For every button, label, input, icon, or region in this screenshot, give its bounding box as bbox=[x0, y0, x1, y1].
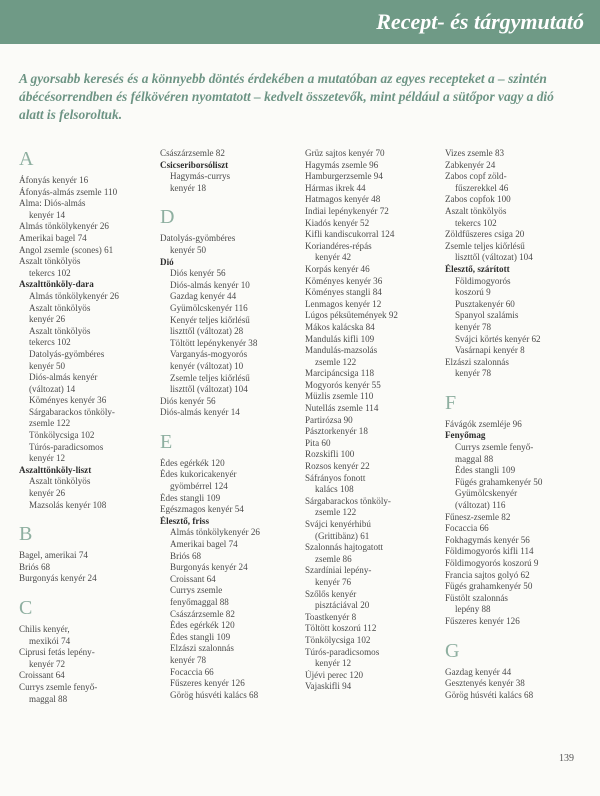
index-entry: Császárzsemle 82 bbox=[160, 148, 225, 158]
index-entry: Fügés grahamkenyér 50 bbox=[445, 581, 533, 592]
index-entry: Zsemle teljes kiőrlésű bbox=[445, 240, 525, 251]
index-entry: Mákos kalácska 84 bbox=[305, 321, 375, 332]
index-entry: Angol zsemle (scones) 61 bbox=[19, 244, 114, 255]
index-entry: Füstölt szalonnás bbox=[445, 592, 508, 603]
index-entry: Briós 68 bbox=[19, 561, 51, 572]
index-entry-continuation: pisztáciával 20 bbox=[315, 600, 370, 611]
index-ingredient-heading: Aszalttönköly-dara bbox=[19, 279, 94, 290]
index-entry: Kiadós kenyér 52 bbox=[305, 217, 370, 228]
index-sub-entry: kenyér 78 bbox=[170, 654, 207, 665]
index-sub-entry: Édes egérkék 120 bbox=[170, 620, 235, 631]
index-entry: Földimogyorós koszorú 9 bbox=[445, 558, 539, 568]
index-entry: Szalonnás hajtogatott bbox=[305, 542, 384, 553]
index-entry: Mogyorós kenyér 55 bbox=[305, 379, 381, 390]
index-sub-entry: kenyér 26 bbox=[29, 488, 66, 499]
index-ingredient-heading: Dió bbox=[160, 256, 174, 267]
index-entry: Currys zsemle fenyő- bbox=[19, 681, 98, 692]
index-entry: Aszalt tönkölyös bbox=[445, 205, 507, 216]
index-entry-continuation: kenyér 78 bbox=[455, 368, 492, 379]
index-entry: Nutellás zsemle 114 bbox=[305, 403, 379, 414]
index-sub-entry: Édes stangli 109 bbox=[170, 631, 231, 642]
index-sub-entry: Kenyér teljes kiőrlésű bbox=[170, 314, 250, 325]
index-letter-heading: G bbox=[445, 639, 460, 662]
index-column-2 bbox=[160, 148, 302, 701]
index-sub-entry: (változat) 14 bbox=[29, 383, 76, 394]
index-sub-entry: liszttől (változat) 104 bbox=[170, 384, 248, 395]
index-sub-entry: Almás tönkölykenyér 26 bbox=[170, 527, 260, 538]
index-sub-entry: Almás tönkölykenyér 26 bbox=[29, 290, 119, 301]
index-entry-continuation: kenyér 50 bbox=[170, 244, 207, 255]
index-entry: Fűnesz-zsemle 82 bbox=[445, 511, 511, 522]
index-entry: Földimogyorós kifli 114 bbox=[445, 546, 534, 557]
index-entry: Egészmagos kenyér 54 bbox=[160, 504, 244, 515]
index-entry: Édes egérkék 120 bbox=[160, 457, 225, 468]
index-entry: Túrós-paradicsomos bbox=[305, 646, 380, 657]
index-entry: Bagel, amerikai 74 bbox=[19, 550, 88, 561]
index-entry: Diós-almás kenyér 14 bbox=[160, 407, 240, 418]
index-sub-entry: Tönkölycsiga 102 bbox=[29, 430, 95, 441]
index-entry: Szőlős kenyér bbox=[305, 588, 357, 599]
index-entry: Ciprusi fetás lepény- bbox=[19, 647, 95, 658]
index-sub-entry: Spanyol szalámis bbox=[455, 310, 519, 321]
intro-text: A gyorsabb keresés és a könnyebb döntés érdekében a mutatóban az egyes recepteket a – szintén ábécésorrendben és félkövéren nyomtatott – kedvelt összetevők, mint például a sütőpor vagy a dió alatt is felsoroltuk. bbox=[19, 71, 554, 122]
index-entry-continuation: zsemle 122 bbox=[315, 507, 357, 518]
index-entry-continuation: zsemle 86 bbox=[315, 553, 352, 564]
index-entry: Hamburgerzsemle 94 bbox=[305, 171, 383, 182]
index-entry: Fűszeres kenyér 126 bbox=[445, 615, 520, 626]
index-sub-entry: Pusztakenyér 60 bbox=[455, 298, 515, 309]
index-sub-entry: Currys zsemle fenyő- bbox=[455, 442, 534, 453]
index-sub-entry: tekercs 102 bbox=[29, 337, 71, 348]
index-sub-entry: Diós-almás kenyér 10 bbox=[170, 279, 250, 290]
index-sub-entry: kenyér 50 bbox=[29, 360, 66, 371]
index-column-3 bbox=[305, 148, 447, 693]
index-entry: Újévi perec 120 bbox=[305, 669, 364, 680]
index-entry: Koriandéres-répás bbox=[305, 240, 372, 251]
header-bar bbox=[0, 0, 600, 44]
index-sub-entry: Varganyás-mogyorós bbox=[170, 349, 248, 360]
index-entry: Croissant 64 bbox=[19, 670, 65, 681]
index-entry: Partirózsa 90 bbox=[305, 414, 353, 425]
index-entry-continuation: maggal 88 bbox=[29, 693, 68, 704]
index-sub-entry: Sárgabarackos tönköly- bbox=[29, 406, 115, 417]
index-entry: Édes kukoricakenyér bbox=[160, 469, 237, 480]
index-entry: Rozsos kenyér 22 bbox=[305, 461, 370, 472]
index-sub-entry: Datolyás-gyömbéres bbox=[29, 348, 105, 359]
index-sub-entry: Aszalt tönkölyös bbox=[29, 302, 91, 313]
index-entry: Almás tönkölykenyér 26 bbox=[19, 221, 109, 232]
index-sub-entry: Croissant 64 bbox=[170, 573, 216, 584]
index-entry: Pásztorkenyér 18 bbox=[305, 426, 368, 437]
index-entry: Fokhagymás kenyér 56 bbox=[445, 534, 530, 545]
index-sub-entry: Briós 68 bbox=[170, 550, 202, 561]
index-entry: Vizes zsemle 83 bbox=[445, 148, 505, 158]
index-entry-continuation: liszttől (változat) 104 bbox=[455, 252, 533, 263]
index-entry: Tönkölycsiga 102 bbox=[305, 634, 371, 645]
index-letter-heading: D bbox=[160, 206, 175, 229]
index-entry: Lenmagos kenyér 12 bbox=[305, 298, 382, 309]
index-entry: Lúgos péksütemények 92 bbox=[305, 310, 398, 321]
index-entry: Édes stangli 109 bbox=[160, 492, 221, 503]
index-sub-entry: Túrós-paradicsomos bbox=[29, 441, 104, 452]
index-ingredient-heading: Élesztő, friss bbox=[160, 515, 209, 526]
index-sub-entry: Mazsolás kenyér 108 bbox=[29, 499, 107, 510]
index-entry: Marcipáncsiga 118 bbox=[305, 368, 375, 379]
index-entry: Datolyás-gyömbéres bbox=[160, 233, 236, 244]
index-sub-entry: Diós-almás kenyér bbox=[29, 372, 98, 383]
page-number: 139 bbox=[559, 753, 574, 764]
index-entry: Zabos copfok 100 bbox=[445, 194, 511, 205]
index-column-4 bbox=[445, 148, 587, 701]
index-sub-entry: Töltött lepénykenyér 38 bbox=[170, 337, 258, 348]
index-entry: Köményes stangli 84 bbox=[305, 287, 382, 298]
index-sub-entry: kenyér 12 bbox=[29, 453, 66, 464]
index-sub-entry: Köményes kenyér 36 bbox=[29, 395, 107, 406]
index-entry-continuation: kenyér 12 bbox=[315, 658, 352, 669]
index-entry-continuation: tekercs 102 bbox=[29, 267, 71, 278]
index-sub-entry: Hagymás-currys bbox=[170, 171, 231, 182]
index-sub-entry: Édes stangli 109 bbox=[455, 465, 516, 476]
index-sub-entry: Gyümölcskenyér bbox=[455, 488, 518, 499]
index-entry: Vajaskifli 94 bbox=[305, 681, 352, 692]
index-sub-entry: Burgonyás kenyér 24 bbox=[170, 562, 248, 573]
index-entry: Hagymás zsemle 96 bbox=[305, 159, 379, 170]
index-entry-continuation: kenyér 42 bbox=[315, 252, 352, 263]
index-ingredient-heading: Csicseriborsóliszt bbox=[160, 159, 229, 170]
index-sub-entry: kenyér 18 bbox=[170, 182, 207, 193]
index-entry-continuation: kenyér 14 bbox=[29, 209, 66, 220]
index-entry: Chilis kenyér, bbox=[19, 624, 70, 634]
index-entry: Burgonyás kenyér 24 bbox=[19, 573, 97, 584]
index-entry: Hatmagos kenyér 48 bbox=[305, 194, 381, 205]
index-entry-continuation: tekercs 102 bbox=[455, 217, 497, 228]
index-entry: Sáfrányos fonott bbox=[305, 472, 366, 483]
index-sub-entry: liszttől (változat) 28 bbox=[170, 326, 244, 337]
index-ingredient-heading: Aszalttönköly-liszt bbox=[19, 464, 92, 475]
index-sub-entry: Vasárnapi kenyér 8 bbox=[455, 345, 525, 356]
index-entry-continuation: kenyér 76 bbox=[315, 576, 352, 587]
index-entry: Grüz sajtos kenyér 70 bbox=[305, 148, 385, 158]
index-entry: Diós kenyér 56 bbox=[160, 395, 216, 406]
index-sub-entry: kenyér 26 bbox=[29, 314, 66, 325]
index-letter-heading: F bbox=[445, 391, 457, 414]
index-sub-entry: zsemle 122 bbox=[29, 418, 71, 429]
index-sub-entry: Földimogyorós bbox=[455, 275, 511, 286]
index-entry: Müzlis zsemle 110 bbox=[305, 391, 374, 402]
index-entry-continuation: (Grittibänz) 61 bbox=[315, 530, 370, 541]
index-entry-continuation: kalács 108 bbox=[315, 484, 354, 495]
index-entry: Töltött koszorú 112 bbox=[305, 623, 377, 634]
index-entry: Toastkenyér 8 bbox=[305, 611, 357, 622]
index-entry-continuation: mexikói 74 bbox=[29, 635, 71, 646]
index-sub-entry: Fügés grahamkenyér 50 bbox=[455, 476, 543, 487]
index-entry: Mandulás-mazsolás bbox=[305, 345, 378, 356]
index-entry: Svájci kenyérhibú bbox=[305, 519, 371, 529]
index-entry-continuation: zsemle 122 bbox=[315, 356, 357, 367]
index-entry-continuation: kenyér 72 bbox=[29, 658, 66, 669]
index-entry: Amerikai bagel 74 bbox=[19, 232, 87, 243]
index-entry: Gazdag kenyér 44 bbox=[445, 666, 512, 677]
index-entry: Pita 60 bbox=[305, 437, 331, 448]
page-title: Recept- és tárgymutató bbox=[376, 9, 584, 34]
index-letter-heading: B bbox=[19, 523, 33, 546]
index-entry: Szardíniai lepény- bbox=[305, 565, 372, 576]
index-sub-entry: Gyümölcskenyér 116 bbox=[170, 302, 248, 313]
index-entry: Zabkenyér 24 bbox=[445, 159, 496, 170]
index-entry: Hármas ikrek 44 bbox=[305, 182, 366, 193]
index-entry: Indiai lepénykenyér 72 bbox=[305, 205, 389, 216]
index-entry: Korpás kenyér 46 bbox=[305, 263, 370, 274]
index-sub-entry: Görög húsvéti kalács 68 bbox=[170, 689, 259, 700]
index-entry: Rozskifli 100 bbox=[305, 449, 355, 460]
index-sub-entry: maggal 88 bbox=[455, 453, 494, 464]
index-entry: Gesztenyés kenyér 38 bbox=[445, 678, 525, 689]
index-sub-entry: Császárzsemle 82 bbox=[170, 608, 235, 619]
index-entry: Áfonyás-almás zsemle 110 bbox=[19, 186, 118, 197]
index-sub-entry: Zsemle teljes kiőrlésű bbox=[170, 372, 250, 383]
index-entry: Francia sajtos golyó 62 bbox=[445, 569, 530, 580]
index-column-1 bbox=[19, 148, 161, 705]
index-entry: Kifli kandiscukorral 124 bbox=[305, 229, 395, 240]
index-entry: Mandulás kifli 109 bbox=[305, 333, 375, 344]
index-entry: Áfonyás kenyér 16 bbox=[19, 175, 89, 185]
index-sub-entry: Diós kenyér 56 bbox=[170, 268, 226, 279]
index-entry: Aszalt tönkölyös bbox=[19, 256, 81, 267]
index-entry: Zabos copf zöld- bbox=[445, 171, 507, 182]
index-sub-entry: kenyér 78 bbox=[455, 321, 492, 332]
index-entry: Fávágók zsemléje 96 bbox=[445, 418, 522, 429]
index-sub-entry: Amerikai bagel 74 bbox=[170, 539, 238, 550]
index-letter-heading: E bbox=[160, 430, 173, 453]
index-sub-entry: Focaccia 66 bbox=[170, 666, 214, 677]
index-entry: Görög húsvéti kalács 68 bbox=[445, 689, 534, 700]
index-entry-continuation: gyömbérrel 124 bbox=[170, 481, 228, 492]
index-entry: Alma: Diós-almás bbox=[19, 198, 86, 209]
index-sub-entry: Aszalt tönkölyös bbox=[29, 325, 91, 336]
index-sub-entry: Aszalt tönkölyös bbox=[29, 476, 91, 487]
index-sub-entry: (változat) 116 bbox=[455, 500, 506, 511]
index-entry: Zöldfűszeres csiga 20 bbox=[445, 229, 525, 240]
index-sub-entry: koszorú 9 bbox=[455, 287, 491, 298]
index-letter-heading: C bbox=[19, 597, 33, 619]
index-entry-continuation: fűszerekkel 46 bbox=[455, 182, 509, 193]
index-ingredient-heading: Élesztő, szárított bbox=[445, 263, 510, 274]
index-sub-entry: Gazdag kenyér 44 bbox=[170, 291, 237, 302]
index-letter-heading: A bbox=[19, 148, 34, 170]
index-sub-entry: Svájci körtés kenyér 62 bbox=[455, 333, 541, 344]
index-entry-continuation: lepény 88 bbox=[455, 604, 491, 615]
index-entry: Sárgabarackos tönköly- bbox=[305, 495, 391, 506]
index-sub-entry: kenyér (változat) 10 bbox=[170, 360, 244, 371]
index-entry: Köményes kenyér 36 bbox=[305, 275, 383, 286]
index-sub-entry: Fűszeres kenyér 126 bbox=[170, 678, 245, 689]
index-sub-entry: fenyőmaggal 88 bbox=[170, 597, 229, 607]
index-entry: Elzászi szalonnás bbox=[445, 356, 509, 367]
index-sub-entry: Currys zsemle bbox=[170, 585, 223, 596]
index-entry: Focaccia 66 bbox=[445, 523, 489, 534]
index-ingredient-heading: Fenyőmag bbox=[445, 430, 486, 441]
index-sub-entry: Elzászi szalonnás bbox=[170, 643, 234, 654]
